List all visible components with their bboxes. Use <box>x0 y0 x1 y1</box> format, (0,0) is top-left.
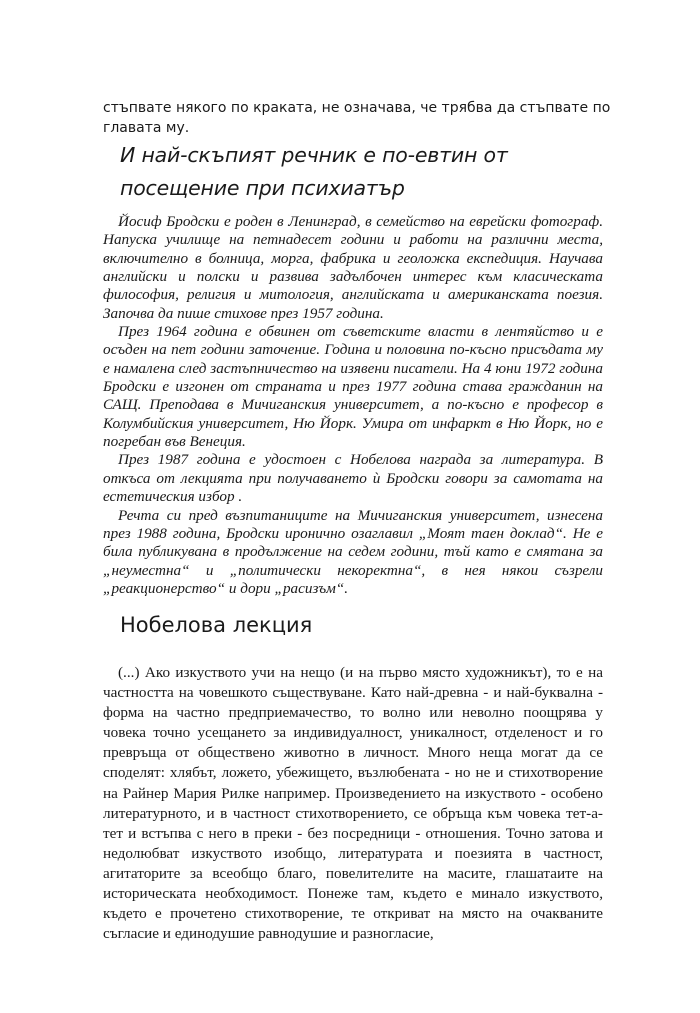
bio-paragraph: Речта си пред възпитаниците на Мичиганския университет, изнесена през 1988 година, Бродски иронично озаглавил „Моят таен доклад“. Не е била публикувана в продължение на седем години, тъй като е смятана за „неуместна“ и „политически некоректна“, в нея някои съзрели „реакционерство“ и дори „расизъм“. <box>103 506 603 597</box>
intro-paragraph: стъпвате някого по краката, не означава, че трябва да стъпвате по главата му. <box>103 100 611 136</box>
section-heading-dictionary: И най-скъпият речник е по-евтин от посещение при психиатър <box>120 143 508 200</box>
bio-paragraph: През 1964 година е обвинен от съветските власти в лентяйство и е осъден на пет години заточение. Година и половина по-късно присъдата му е намалена след застъпничество на изявени писатели. На 4 юни 1972 година Бродски е изгонен от страната и през 1977 година става гражданин на САЩ. Преподава в Мичиганския университет, а по-късно е професор в Колумбийския университет, Ню Йорк. Умира от инфаркт в Ню Йорк, но е погребан във Венеция. <box>103 323 603 451</box>
lecture-paragraph: (...) Ако изкуството учи на нещо (и на първо място художникът), то е на частността на човешкото съществуване. Като най-древна - и най-буквална - форма на частно предприемачество, то волно или неволно поощрява у човека точно усещането за индивидуалност, уникалност, отделеност и го превръща от обществено животно в личност. Много неща могат да се споделят: хлябът, ложето, убежището, възлюбената - но не и стихотворение на Райнер Мария Рилке например. Произведението на изкуството - особено литературното, и в частност стихотворението, се обръща към човека тет-а-тет и встъпва с него в преки - без посредници - отношения. Точно затова и недолюбват изкуството изобщо, литературата и поезията в частност, агитаторите за всеобщо благо, повелителите на масите, глашатаите на историческата необходимост. Понеже там, където е минало изкуството, където е прочетено стихотворение, те откриват на място на очакваните съгласие и единодушие равнодушие и разногласие, <box>103 664 603 943</box>
biography-block <box>103 213 603 598</box>
bio-paragraph: През 1987 година е удостоен с Нобелова награда за литература. В откъса от лекцията при получаването ѝ Бродски говори за самотата на естетическия избор . <box>103 451 603 506</box>
section-heading-nobel-lecture: Нобелова лекция <box>120 613 313 637</box>
bio-paragraph: Йосиф Бродски е роден в Ленинград, в семейство на еврейски фотограф. Напуска училище на петнадесет години и работи на различни места, включително в болница, морга, фабрика и геоложка експедиция. Научава английски и полски и развива задълбочен интерес към класическата философия, религия и митология, английската и американската поезия. Започва да пише стихове през 1957 година. <box>103 213 603 322</box>
lecture-block <box>103 663 603 944</box>
